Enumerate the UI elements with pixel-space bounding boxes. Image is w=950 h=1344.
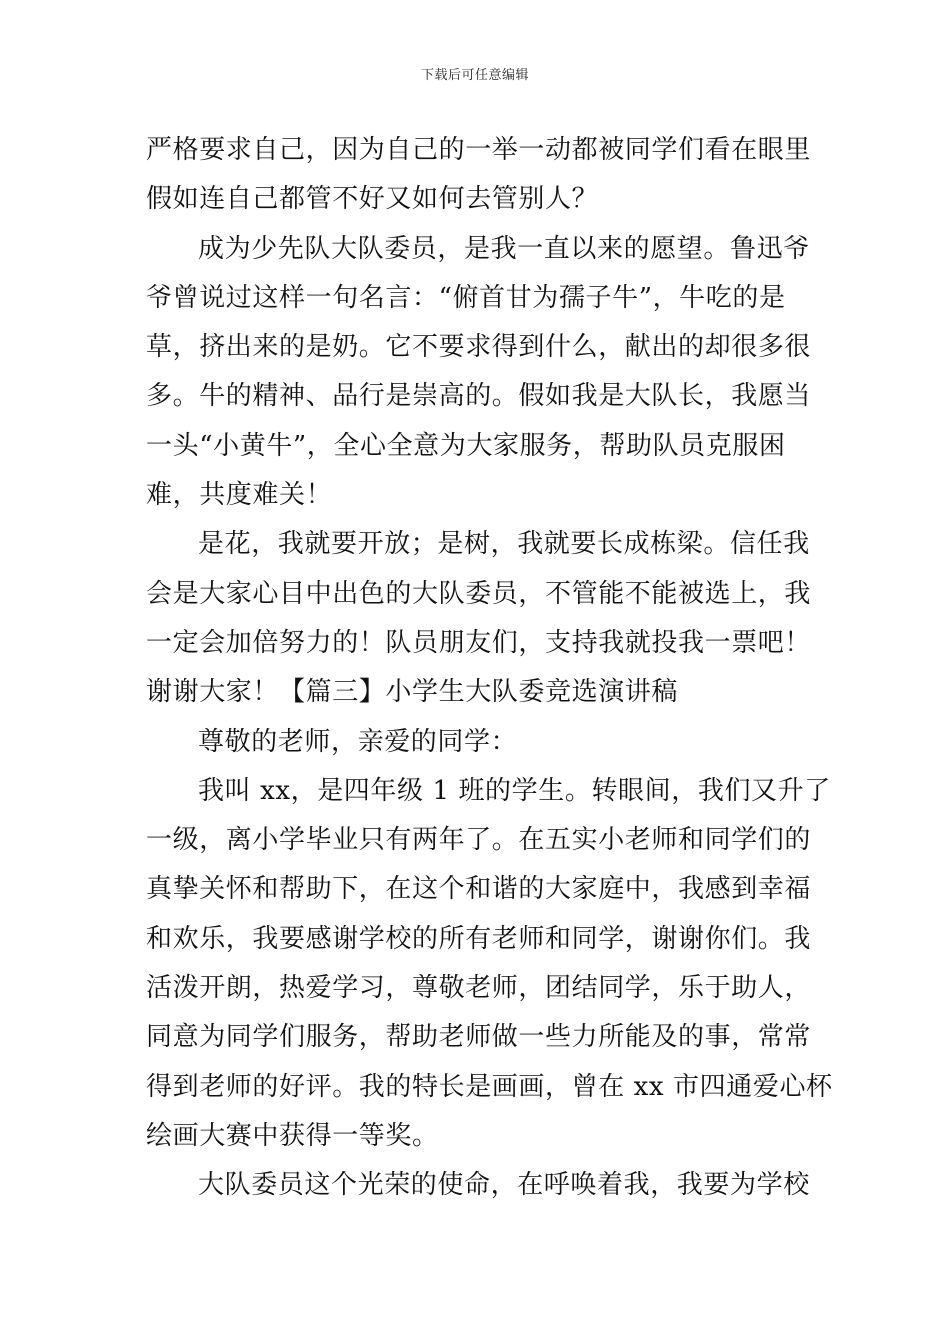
text-line: 多。牛的精神、品行是崇高的。假如我是大队长，我愿当: [146, 381, 812, 412]
text-line: 真挚关怀和帮助下，在这个和谐的大家庭中，我感到幸福: [146, 874, 812, 905]
text-line: 一定会加倍努力的！队员朋友们，支持我就投我一票吧！: [146, 627, 812, 658]
text-line: 活泼开朗，热爱学习，尊敬老师，团结同学，乐于助人，: [146, 973, 812, 1004]
text-line: 严格要求自己，因为自己的一举一动都被同学们看在眼里: [146, 135, 812, 165]
salutation-line: 尊敬的老师，亲爱的同学：: [198, 726, 518, 757]
text-line: 爷曾说过这样一句名言：“俯首甘为孺子牛”，牛吃的是: [146, 282, 786, 313]
text-line: 一头“小黄牛”，全心全意为大家服务，帮助队员克服困: [146, 430, 786, 461]
text-line: 谢谢大家！【篇三】小学生大队委竞选演讲稿: [146, 677, 679, 708]
text-line: 得到老师的好评。我的特长是画画，曾在 xx 市四通爱心杯: [146, 1071, 833, 1102]
document-body: [146, 126, 833, 1211]
text-line: 假如连自己都管不好又如何去管别人？: [146, 184, 599, 215]
paragraph-first-line: 成为少先队大队委员，是我一直以来的愿望。鲁迅爷: [198, 233, 810, 264]
paragraph-first-line: 是花，我就要开放；是树，我就要长成栋梁。信任我: [198, 529, 810, 560]
text-line: 草，挤出来的是奶。它不要求得到什么，献出的却很多很: [146, 332, 812, 363]
text-line: 难，共度难关！: [146, 480, 333, 511]
text-line: 一级，离小学毕业只有两年了。在五实小老师和同学们的: [146, 825, 812, 856]
paragraph-first-line: 我叫 xx，是四年级 1 班的学生。转眼间，我们又升了: [198, 775, 831, 806]
page-header: 下载后可任意编辑: [420, 68, 529, 83]
text-line: 同意为同学们服务，帮助老师做一些力所能及的事，常常: [146, 1022, 812, 1053]
text-line: 绘画大赛中获得一等奖。: [146, 1120, 439, 1151]
text-line: 和欢乐，我要感谢学校的所有老师和同学，谢谢你们。我: [146, 923, 812, 954]
text-line: 会是大家心目中出色的大队委员，不管能不能被选上，我: [146, 578, 812, 609]
paragraph-first-line: 大队委员这个光荣的使命，在呼唤着我，我要为学校: [198, 1170, 810, 1201]
